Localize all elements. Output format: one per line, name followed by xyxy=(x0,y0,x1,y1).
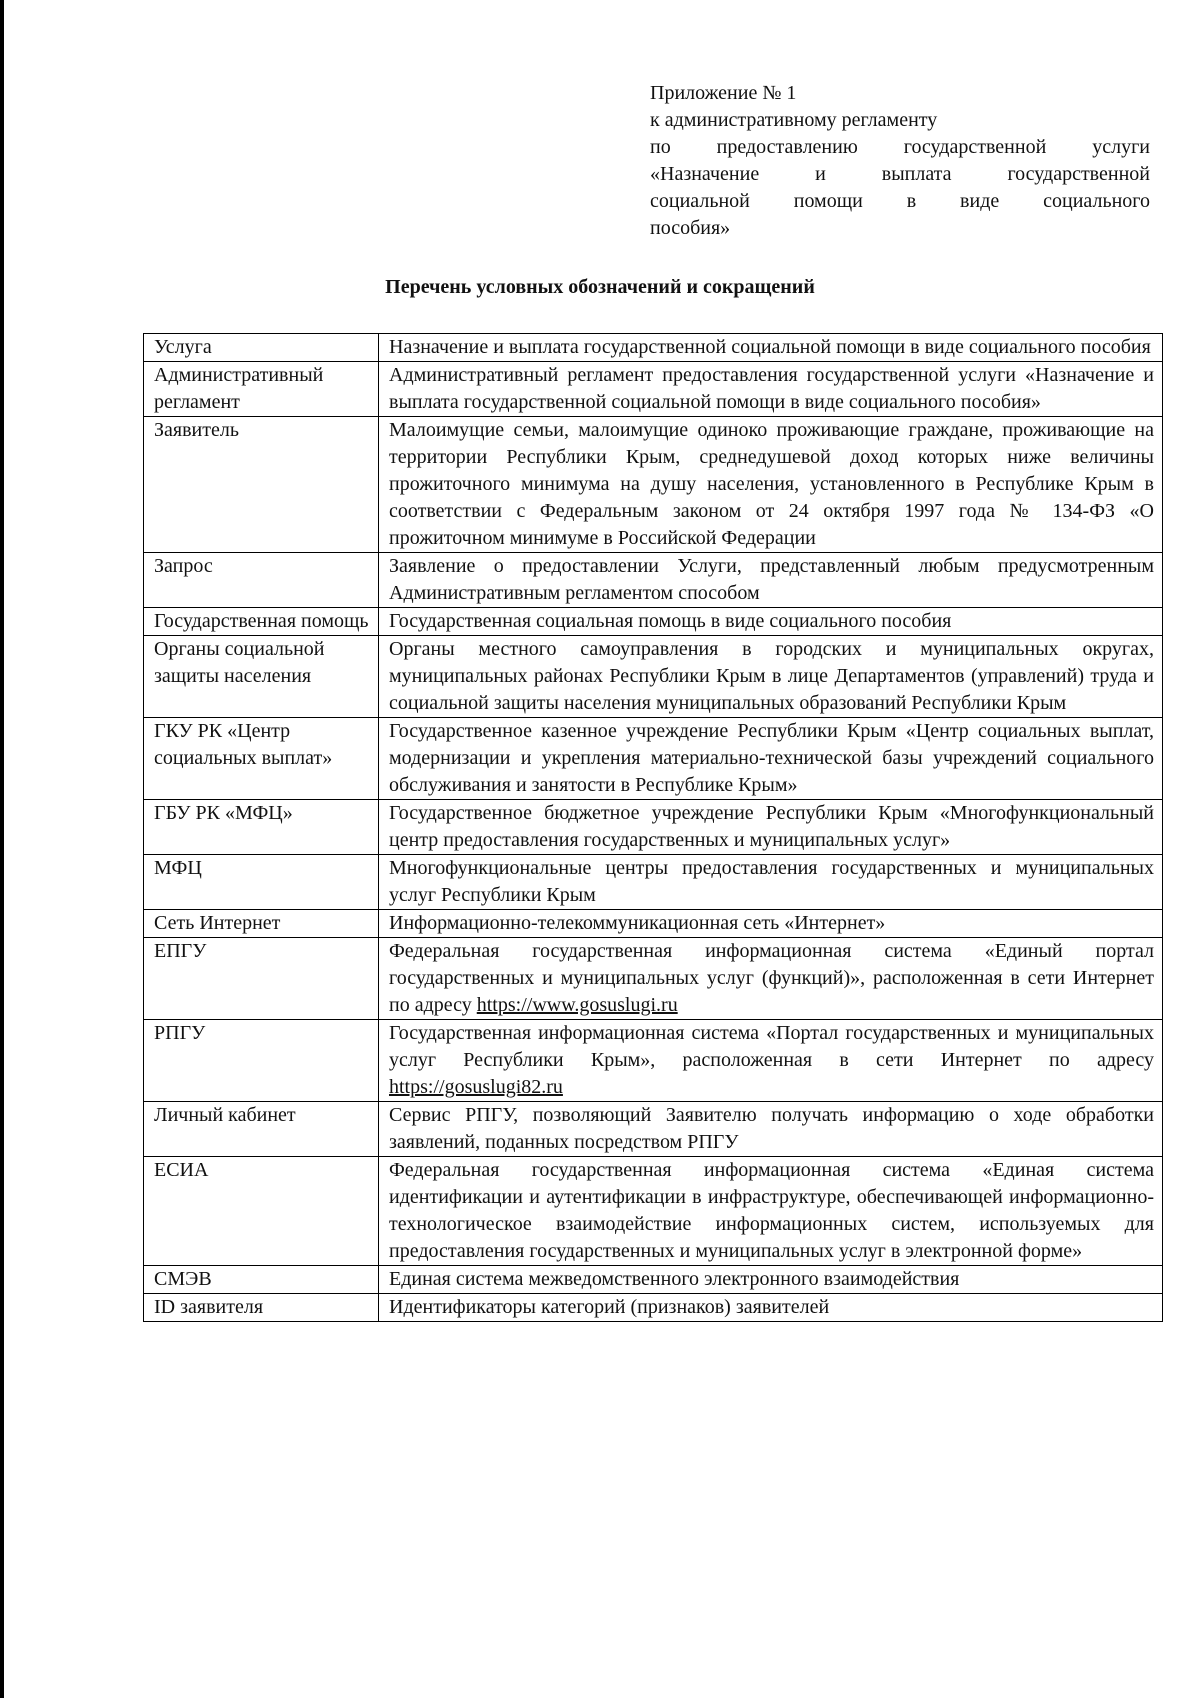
term-cell: ЕПГУ xyxy=(144,938,379,1020)
description-cell: Единая система межведомственного электронного взаимодействия xyxy=(379,1266,1163,1294)
table-row xyxy=(144,636,1163,718)
term-cell: РПГУ xyxy=(144,1020,379,1102)
table-row xyxy=(144,800,1163,855)
term-cell: ГКУ РК «Центр социальных выплат» xyxy=(144,718,379,800)
table-row xyxy=(144,334,1163,362)
description-cell: Малоимущие семьи, малоимущие одиноко проживающие граждане, проживающие на территории Республики Крым, среднедушевой доход которых ниже величины прожиточного минимума на душу населения, установленного в Республике Крым в соответствии с Федеральным законом от 24 октября 1997 года № 134-ФЗ «О прожиточном минимуме в Российской Федерации xyxy=(379,417,1163,553)
description-cell: Заявление о предоставлении Услуги, представленный любым предусмотренным Административным регламентом способом xyxy=(379,553,1163,608)
term-cell: ID заявителя xyxy=(144,1294,379,1322)
description-cell: Назначение и выплата государственной социальной помощи в виде социального пособия xyxy=(379,334,1163,362)
table-row xyxy=(144,417,1163,553)
rpgu-link[interactable]: https://gosuslugi82.ru xyxy=(389,1076,563,1098)
term-cell: Запрос xyxy=(144,553,379,608)
annex-header xyxy=(650,80,1150,242)
term-cell: Заявитель xyxy=(144,417,379,553)
table-row xyxy=(144,553,1163,608)
term-cell: Государственная помощь xyxy=(144,608,379,636)
description-cell xyxy=(379,938,1163,1020)
table-row xyxy=(144,1157,1163,1266)
table-row xyxy=(144,608,1163,636)
term-cell: МФЦ xyxy=(144,855,379,910)
term-cell: Услуга xyxy=(144,334,379,362)
annex-line-3: по предоставлению государственной услуги xyxy=(650,136,1150,158)
description-cell: Государственное казенное учреждение Республики Крым «Центр социальных выплат, модернизации и укрепления материально-технической базы учреждений социального обслуживания и занятости в Республике Крым» xyxy=(379,718,1163,800)
description-cell: Органы местного самоуправления в городских и муниципальных округах, муниципальных районах Республики Крым в лице Департаментов (управлений) труда и социальной защиты населения муниципальных образований Республики Крым xyxy=(379,636,1163,718)
description-cell: Федеральная государственная информационная система «Единая система идентификации и аутентификации в инфраструктуре, обеспечивающей информационно-технологическое взаимодействие информационных систем, используемых для предоставления государственных и муниципальных услуг в электронной форме» xyxy=(379,1157,1163,1266)
annex-line-2: к административному регламенту xyxy=(650,109,938,131)
term-cell: СМЭВ xyxy=(144,1266,379,1294)
scan-edge-rule xyxy=(0,0,4,1698)
description-text: Федеральная государственная информационная система «Единый портал государственных и муниципальных услуг (функций)», расположенная в сети Интернет по адресу xyxy=(389,940,1154,1016)
epgu-link[interactable]: https://www.gosuslugi.ru xyxy=(476,994,678,1016)
table-row xyxy=(144,1020,1163,1102)
description-cell xyxy=(379,1020,1163,1102)
table-row xyxy=(144,1294,1163,1322)
term-cell: Органы социальной защиты населения xyxy=(144,636,379,718)
term-cell: Сеть Интернет xyxy=(144,910,379,938)
description-cell: Государственное бюджетное учреждение Республики Крым «Многофункциональный центр предоставления государственных и муниципальных услуг» xyxy=(379,800,1163,855)
description-cell: Административный регламент предоставления государственной услуги «Назначение и выплата государственной социальной помощи в виде социального пособия» xyxy=(379,362,1163,417)
annex-line-5: социальной помощи в виде социального xyxy=(650,190,1150,212)
term-cell: ЕСИА xyxy=(144,1157,379,1266)
description-cell: Сервис РПГУ, позволяющий Заявителю получать информацию о ходе обработки заявлений, поданных посредством РПГУ xyxy=(379,1102,1163,1157)
table-row xyxy=(144,362,1163,417)
description-text: Государственная информационная система «Портал государственных и муниципальных услуг Республики Крым», расположенная в сети Интернет по адресу xyxy=(389,1022,1154,1071)
term-cell: Административный регламент xyxy=(144,362,379,417)
description-cell: Информационно-телекоммуникационная сеть «Интернет» xyxy=(379,910,1163,938)
table-row xyxy=(144,718,1163,800)
table-row xyxy=(144,910,1163,938)
annex-number: Приложение № 1 xyxy=(650,82,797,104)
document-title: Перечень условных обозначений и сокращений xyxy=(385,276,815,298)
term-cell: Личный кабинет xyxy=(144,1102,379,1157)
abbreviations-table xyxy=(143,333,1163,1322)
table-row xyxy=(144,855,1163,910)
term-cell: ГБУ РК «МФЦ» xyxy=(144,800,379,855)
annex-line-4: «Назначение и выплата государственной xyxy=(650,163,1150,185)
table-row xyxy=(144,1266,1163,1294)
annex-line-6: пособия» xyxy=(650,217,731,239)
table-row xyxy=(144,1102,1163,1157)
description-cell: Идентификаторы категорий (признаков) заявителей xyxy=(379,1294,1163,1322)
table-row xyxy=(144,938,1163,1020)
description-cell: Государственная социальная помощь в виде социального пособия xyxy=(379,608,1163,636)
description-cell: Многофункциональные центры предоставления государственных и муниципальных услуг Республики Крым xyxy=(379,855,1163,910)
